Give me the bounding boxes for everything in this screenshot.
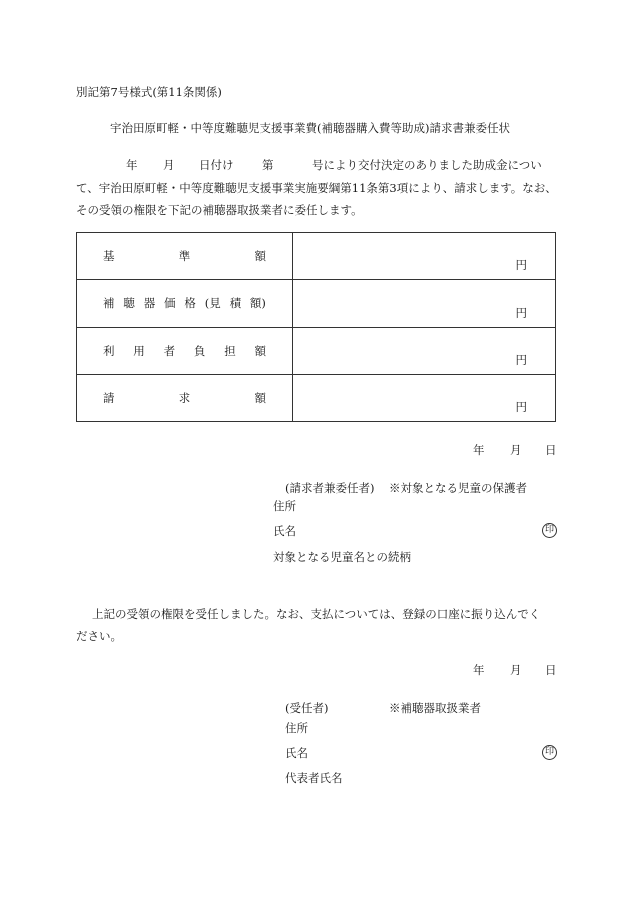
row-label-char: 額 [254, 343, 266, 358]
claimant-role: (請求者兼委任者) [285, 481, 375, 495]
row-label-char: 請 [103, 390, 115, 405]
intro-date-suffix: 日付け [199, 158, 234, 172]
delegate-role: (受任者) [285, 701, 329, 715]
row-label-char: 補 [103, 296, 115, 311]
claimant-note: ※対象となる児童の保護者 [389, 481, 527, 495]
delegate-note: ※補聴器取扱業者 [389, 701, 481, 715]
intro-number-prefix: 第 [262, 158, 274, 172]
row-label-char: 利 [103, 343, 115, 358]
table-row [77, 280, 556, 327]
delegate-rep-label: 代表者氏名 [285, 771, 343, 785]
table-row [77, 327, 556, 374]
row-amount-field[interactable] [293, 327, 556, 374]
yen-unit: 円 [515, 305, 527, 320]
row-label-char: 器 [143, 296, 156, 311]
delegate-address-label: 住所 [285, 721, 308, 735]
intro-line2: て、宇治田原町軽・中等度難聴児支援事業実施要綱第11条第3項により、請求します。なお、 [76, 181, 557, 195]
claimant-relation-label: 対象となる児童名との続柄 [273, 550, 411, 564]
acceptance-line1: 上記の受領の権限を受任しました。なお、支払については、登録の口座に振り込んでく [92, 607, 541, 621]
row-label-char: 聴 [123, 296, 135, 311]
yen-unit: 円 [515, 400, 527, 414]
acceptance-date-day: 日 [545, 663, 557, 677]
row-label-char: 基 [103, 249, 115, 264]
row-label-char: 担 [224, 343, 236, 358]
row-label-char: 額) [249, 296, 266, 311]
claimant-address-label: 住所 [273, 499, 296, 513]
row-label-char: 額 [254, 390, 266, 405]
yen-unit: 円 [515, 352, 527, 367]
form-reference: 別記第7号様式(第11条関係) [76, 85, 222, 99]
row-label-char: 用 [133, 343, 145, 358]
row-label-char: 価 [164, 296, 176, 311]
delegate-name-label: 氏名 [285, 746, 308, 760]
row-label-cell [77, 327, 293, 374]
delegate-seal-icon: 印 [542, 745, 557, 760]
row-label [103, 343, 266, 359]
row-amount-field[interactable] [293, 233, 556, 280]
amount-table [76, 232, 556, 422]
claim-date-day: 日 [545, 443, 557, 457]
document-title: 宇治田原町軽・中等度難聴児支援事業費(補聴器購入費等助成)請求書兼委任状 [110, 121, 510, 135]
row-label-char: 求 [178, 390, 191, 405]
row-label [103, 390, 266, 406]
table-row [77, 233, 556, 280]
row-label-char: 負 [193, 343, 206, 358]
row-label-cell [77, 374, 293, 421]
claim-date-year: 年 [473, 443, 485, 457]
row-label-cell [77, 280, 293, 327]
row-label-char: 者 [163, 343, 176, 358]
acceptance-date-year: 年 [473, 663, 485, 677]
row-amount-field[interactable] [293, 280, 556, 327]
table-row [77, 374, 556, 421]
intro-month: 月 [163, 158, 175, 172]
row-label-char: 準 [178, 249, 191, 264]
row-label-cell [77, 233, 293, 280]
row-label-char: 格 [184, 296, 196, 311]
row-label-char: (見 [204, 296, 221, 311]
intro-line1-rest: 号により交付決定のありました助成金につい [312, 158, 542, 172]
yen-unit: 円 [515, 258, 527, 273]
intro-year: 年 [126, 158, 138, 172]
row-label-char: 積 [229, 296, 242, 311]
claim-date-month: 月 [510, 443, 522, 457]
acceptance-line2: ださい。 [76, 629, 122, 643]
claimant-name-label: 氏名 [273, 524, 296, 538]
acceptance-date-month: 月 [510, 663, 522, 677]
row-label [103, 295, 266, 311]
claimant-seal-icon: 印 [542, 523, 557, 538]
row-label [103, 248, 266, 264]
row-label-char: 額 [254, 249, 266, 264]
intro-line3: その受領の権限を下記の補聴器取扱業者に委任します。 [76, 203, 363, 217]
row-amount-field[interactable] [293, 374, 556, 421]
